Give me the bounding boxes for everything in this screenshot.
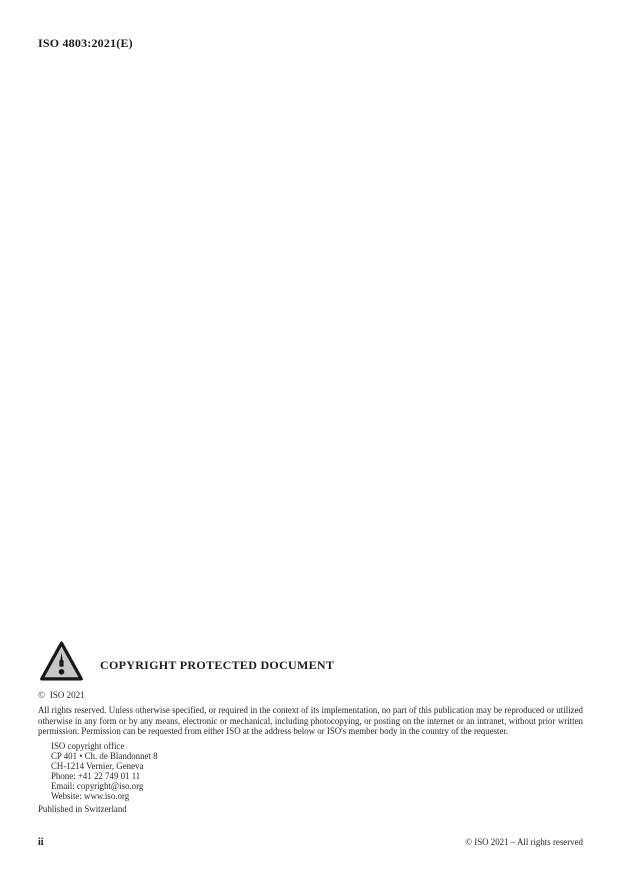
rights-reserved-paragraph: All rights reserved. Unless otherwise specified, or required in the context of its implementation, no part of this publication may be reproduced or utilized otherwise in any form or by any means, electronic or mechanical, including photocopying, or posting on the internet or an intranet, without prior written permission. Permission can be requested from either ISO at the address below or ISO's member body in the country of the requester.: [38, 705, 583, 737]
address-line-email: Email: copyright@iso.org: [51, 780, 144, 791]
page-footer: [38, 837, 583, 848]
warning-triangle-icon: [38, 639, 85, 683]
iso-address-block: [51, 741, 583, 801]
address-line-street: CP 401 • Ch. de Blandonnet 8: [51, 750, 158, 761]
address-line-website: Website: www.iso.org: [51, 790, 130, 801]
address-line-phone: Phone: +41 22 749 01 11: [51, 770, 141, 781]
document-code: ISO 4803:2021(E): [38, 36, 133, 50]
copyright-year: ISO 2021: [49, 690, 85, 700]
copyright-year-line: [38, 690, 583, 700]
address-line-office: ISO copyright office: [51, 740, 125, 751]
published-in-line: Published in Switzerland: [38, 803, 127, 814]
page-number: ii: [38, 837, 44, 848]
copyright-protected-block: [38, 639, 583, 814]
copyright-heading: COPYRIGHT PROTECTED DOCUMENT: [100, 657, 335, 672]
copyright-heading-row: [38, 639, 583, 683]
address-line-city: CH-1214 Vernier, Geneva: [51, 760, 144, 771]
copyright-symbol: ©: [38, 690, 45, 700]
footer-copyright-notice: © ISO 2021 – All rights reserved: [465, 837, 583, 847]
